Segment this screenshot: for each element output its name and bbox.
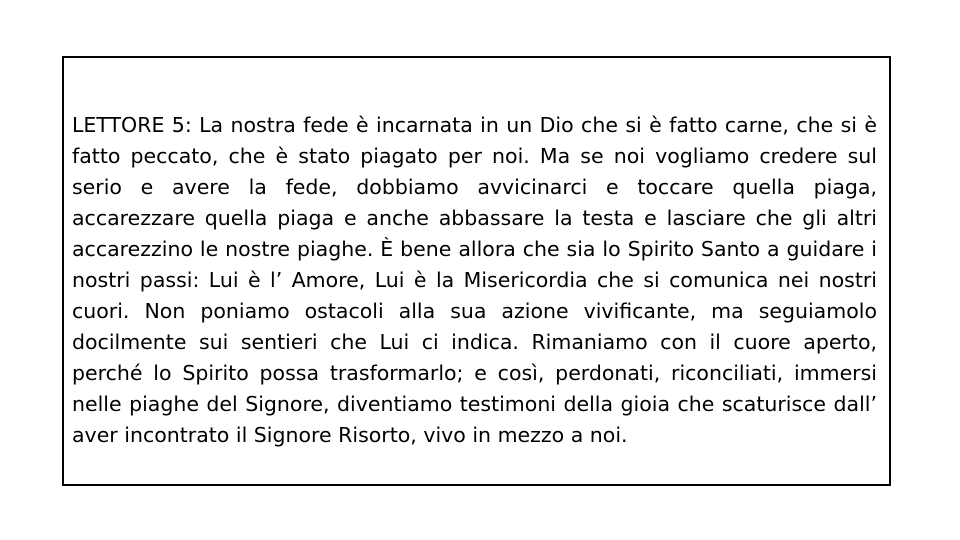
reading-text-box: [62, 56, 891, 486]
reading-text: LETTORE 5: La nostra fede è incarnata in un Dio che si è fatto carne, che si è fatto peccato, che è stato piagato per noi. Ma se noi vogliamo credere sul serio e avere la fede, dobbiamo avvicinarci e toccare quella piaga, accarezzare quella piaga e anche abbassare la testa e lasciare che gli altri accarezzino le nostre piaghe. È bene allora che sia lo Spirito Santo a guidare i nostri passi: Lui è l’ Amore, Lui è la Misericordia che si comunica nei nostri cuori. Non poniamo ostacoli alla sua azione vivificante, ma seguiamolo docilmente sui sentieri che Lui ci indica. Rimaniamo con il cuore aperto, perché lo Spirito possa trasformarlo; e così, perdonati, riconciliati, immersi nelle piaghe del Signore, diventiamo testimoni della gioia che scaturisce dall’ aver incontrato il Signore Risorto, vivo in mezzo a noi.: [72, 113, 877, 447]
